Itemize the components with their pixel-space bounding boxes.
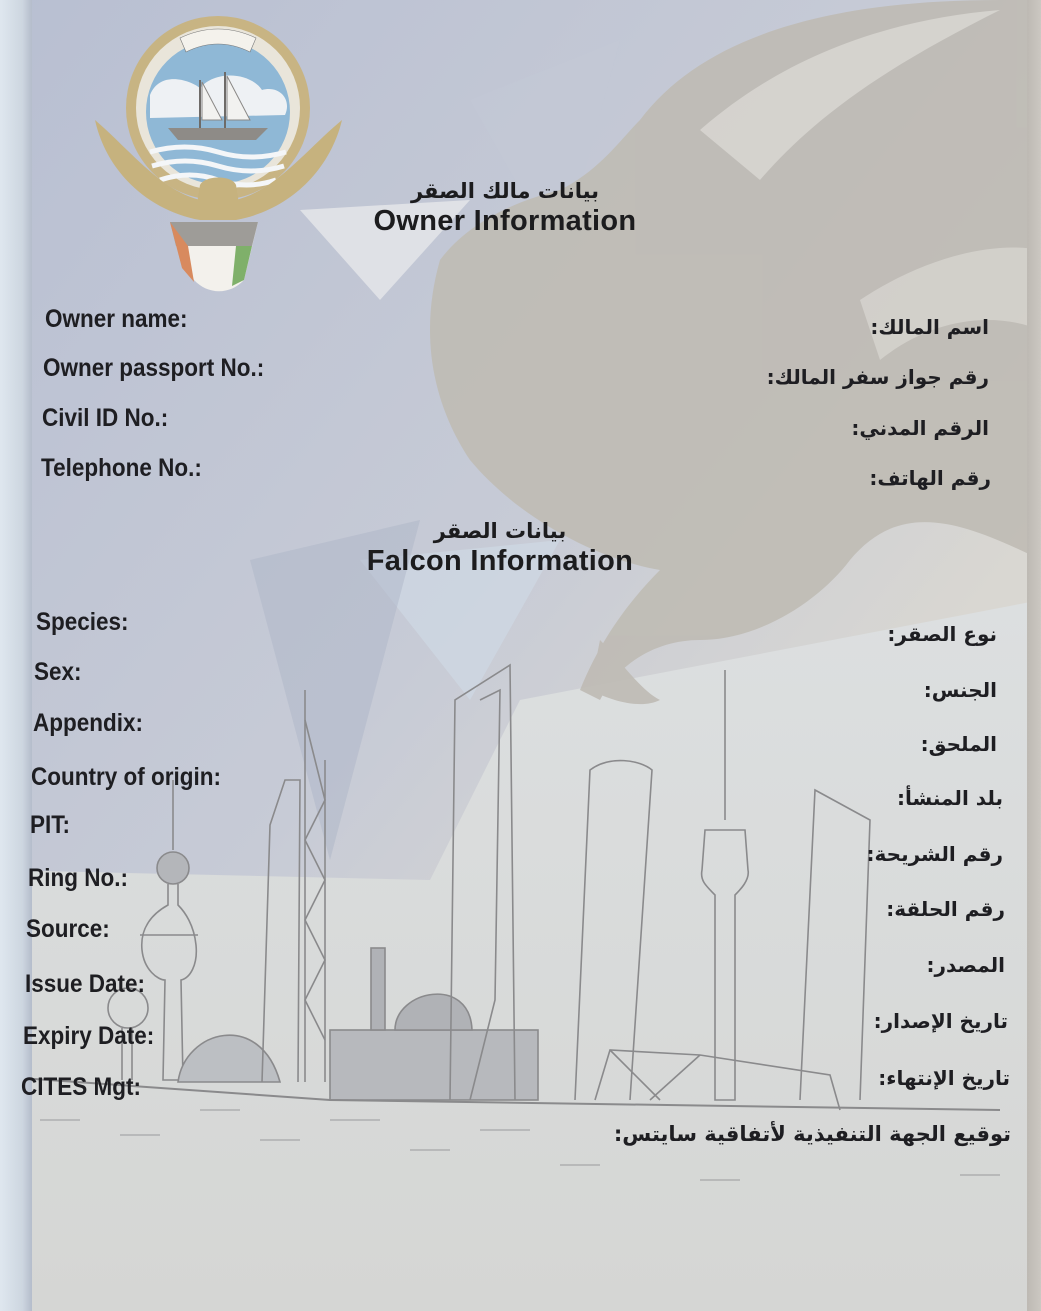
ring-no-label: Ring No.: xyxy=(28,864,128,892)
owner-name-label: Owner name: xyxy=(45,305,188,333)
civil-id-label-ar: الرقم المدني: xyxy=(851,416,989,440)
pit-label-ar: رقم الشريحة: xyxy=(866,842,1003,866)
source-label: Source: xyxy=(26,915,110,943)
page-left-edge xyxy=(0,0,32,1311)
appendix-label-ar: الملحق: xyxy=(920,732,997,756)
species-label-ar: نوع الصقر: xyxy=(887,622,997,646)
expiry-date-label: Expiry Date: xyxy=(23,1022,155,1050)
cites-mgt-label: CITES Mgt: xyxy=(21,1073,141,1101)
expiry-date-label-ar: تاريخ الإنتهاء: xyxy=(878,1066,1010,1090)
source-label-ar: المصدر: xyxy=(926,953,1005,977)
owner-passport-label: Owner passport No.: xyxy=(43,354,265,382)
issue-date-label: Issue Date: xyxy=(25,970,146,998)
country-of-origin-label-ar: بلد المنشأ: xyxy=(897,786,1003,810)
owner-name-label-ar: اسم المالك: xyxy=(870,315,989,339)
owner-section-heading xyxy=(340,178,670,238)
country-of-origin-label: Country of origin: xyxy=(31,763,221,791)
sex-label-ar: الجنس: xyxy=(923,678,997,702)
owner-title-ar: بيانات مالك الصقر xyxy=(410,179,600,203)
cites-signature-label-ar: توقيع الجهة التنفيذية لأتفاقية سايتس: xyxy=(613,1122,1011,1146)
pit-label: PIT: xyxy=(30,811,71,839)
ring-no-label-ar: رقم الحلقة: xyxy=(886,897,1005,921)
telephone-label-ar: رقم الهاتف: xyxy=(869,466,991,490)
civil-id-label: Civil ID No.: xyxy=(42,404,169,432)
sex-label: Sex: xyxy=(34,658,82,686)
page-right-edge xyxy=(1027,0,1041,1311)
falcon-section-heading xyxy=(330,518,670,578)
issue-date-label-ar: تاريخ الإصدار: xyxy=(873,1009,1008,1033)
falcon-title-en: Falcon Information xyxy=(366,545,634,577)
species-label: Species: xyxy=(36,608,129,636)
appendix-label: Appendix: xyxy=(33,709,143,737)
falcon-title-ar: بيانات الصقر xyxy=(433,519,567,543)
telephone-label: Telephone No.: xyxy=(41,454,202,482)
owner-passport-label-ar: رقم جواز سفر المالك: xyxy=(766,365,989,389)
owner-title-en: Owner Information xyxy=(373,205,637,237)
